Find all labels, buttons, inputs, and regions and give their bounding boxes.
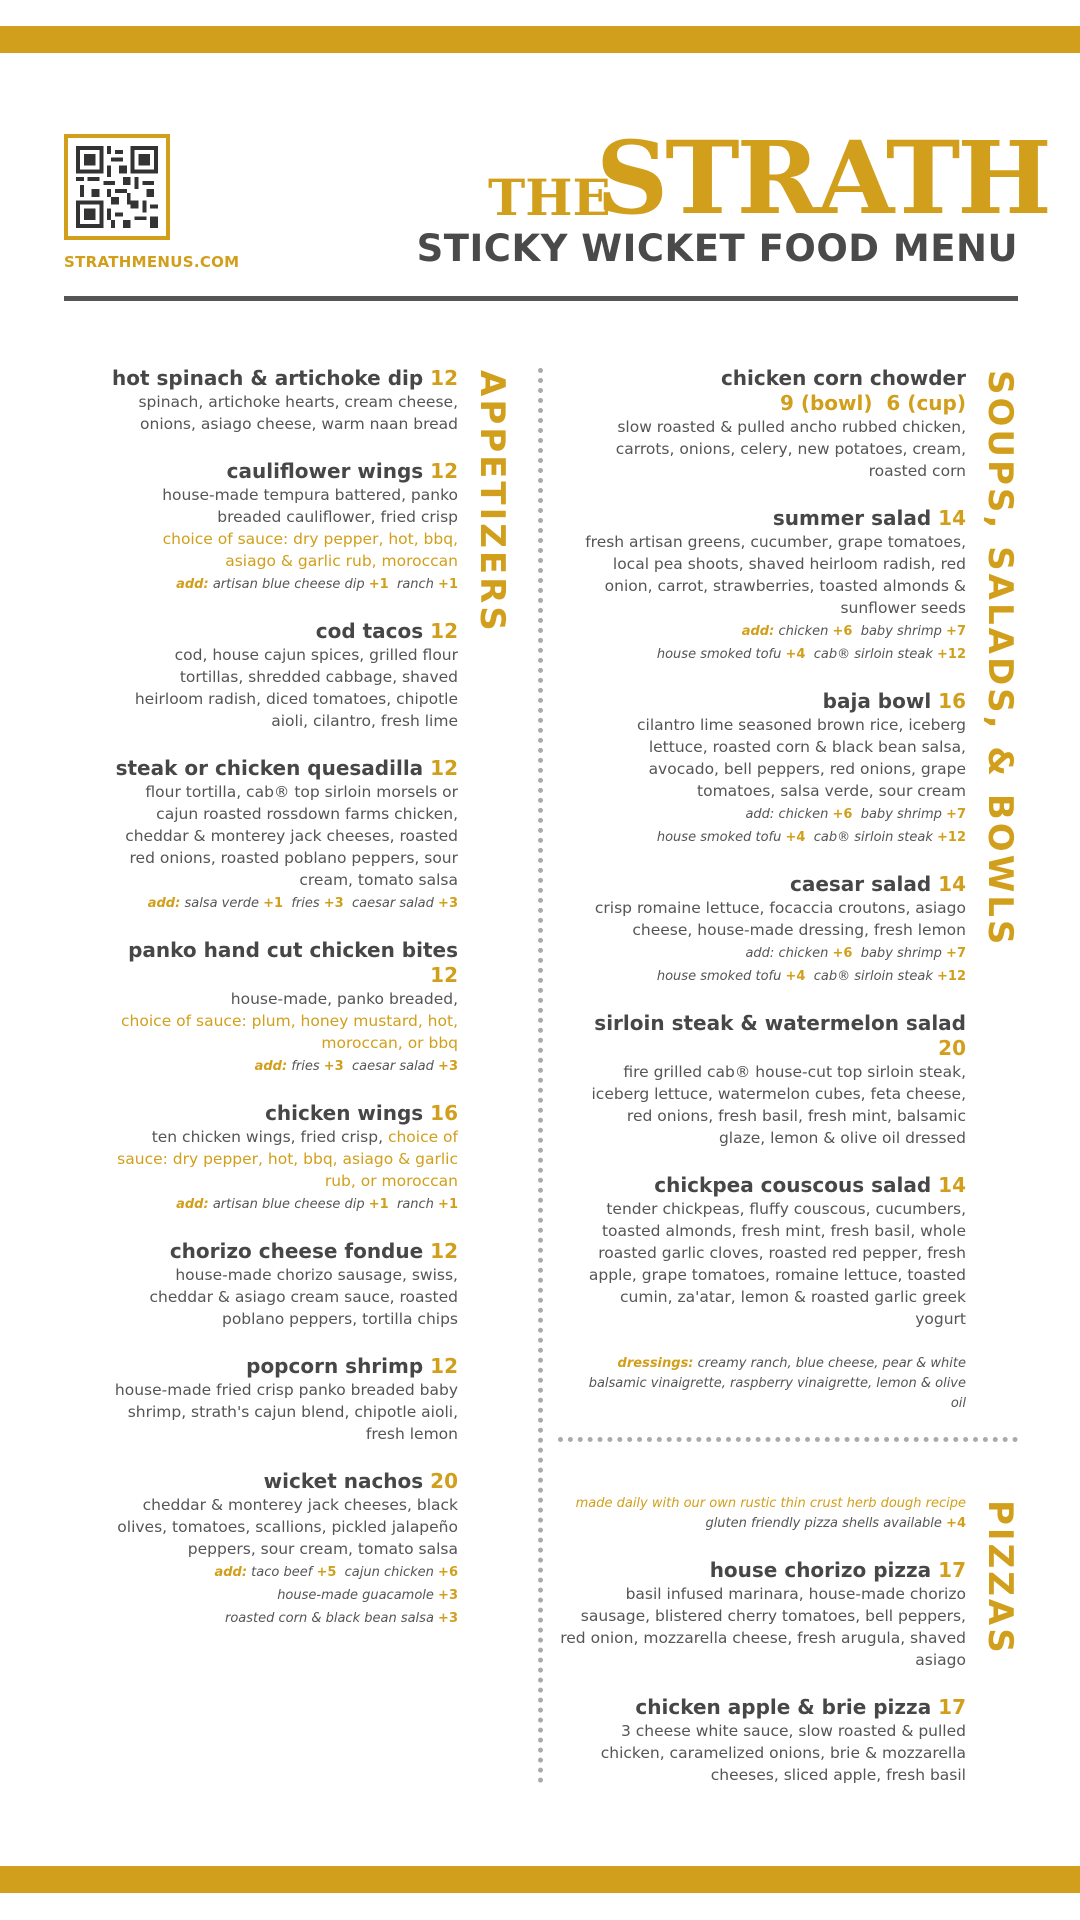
item-description: house-made chorizo sausage, swiss, cheddar & asiago cream sauce, roasted poblano peppers, tortilla chips — [149, 1266, 458, 1328]
add-option: chicken — [778, 624, 829, 639]
section-title-soups: SOUPS, SALADS, & BOWLS — [980, 370, 1020, 948]
menu-item — [560, 1558, 966, 1671]
item-price: 14 — [938, 1173, 966, 1197]
add-option: caesar salad — [352, 1059, 434, 1074]
menu-item — [110, 1239, 458, 1330]
item-description: cheddar & monterey jack cheeses, black olives, tomatoes, scallions, pickled jalapeño peppers, sour cream, tomato salsa — [117, 1496, 458, 1558]
section-title-pizzas: PIZZAS — [980, 1500, 1020, 1656]
logo-the: THE — [488, 168, 611, 227]
item-description: crisp romaine lettuce, focaccia croutons, asiago cheese, house-made dressing, fresh lemon — [594, 899, 966, 939]
add-ons — [110, 1563, 458, 1583]
add-ons — [578, 944, 966, 964]
item-description: cod, house cajun spices, grilled flour tortillas, shredded cabbage, shaved heirloom radish, diced tomatoes, chipotle aioli, cilantro, fresh lime — [134, 646, 458, 730]
item-price: 9 (bowl) 6 (cup) — [779, 391, 966, 415]
sauce-options: choice of sauce: dry pepper, hot, bbq, asiago & garlic rub, moroccan — [162, 530, 458, 570]
item-name: sirloin steak & watermelon salad — [594, 1011, 966, 1035]
menu-item — [110, 756, 458, 914]
add-label: add: — [147, 896, 181, 911]
menu-item — [578, 366, 966, 482]
item-name: summer salad — [772, 506, 932, 530]
item-description: fresh artisan greens, cucumber, grape tomatoes, local pea shoots, shaved heirloom radish, red onion, carrot, strawberries, toasted almonds & sunflower seeds — [585, 533, 966, 617]
item-name: popcorn shrimp — [246, 1354, 424, 1378]
sauce-options: choice of sauce: plum, honey mustard, hot, moroccan, or bbq — [121, 1012, 458, 1052]
item-description: slow roasted & pulled ancho rubbed chicken, carrots, onions, celery, new potatoes, cream, roasted corn — [615, 418, 966, 480]
item-description: 3 cheese white sauce, slow roasted & pulled chicken, caramelized onions, brie & mozzarella cheeses, sliced apple, fresh basil — [600, 1722, 966, 1784]
logo-strath: STRATH — [596, 119, 1049, 237]
add-ons — [578, 805, 966, 825]
add-option: cab® sirloin steak — [813, 969, 933, 984]
add-option: house smoked tofu — [656, 969, 782, 984]
add-price: +1 — [438, 1197, 458, 1212]
menu-item — [110, 1469, 458, 1629]
menu-title: STICKY WICKET FOOD MENU — [416, 227, 1018, 270]
dressings-list: creamy ranch, blue cheese, pear & white balsamic vinaigrette, raspberry vinaigrette, lemon & olive oil — [588, 1356, 966, 1411]
add-option: house smoked tofu — [656, 830, 782, 845]
bottom-accent-band — [0, 1866, 1080, 1893]
add-option: chicken — [778, 946, 829, 961]
dressings-note — [578, 1354, 966, 1414]
add-price: +1 — [368, 577, 389, 592]
item-description: house-made, panko breaded, — [230, 990, 458, 1008]
item-name: cauliflower wings — [226, 459, 424, 483]
menu-item — [110, 1101, 458, 1215]
section-title-appetizers: APPETIZERS — [472, 370, 512, 634]
add-price: +5 — [316, 1565, 337, 1580]
add-label: add: — [214, 1565, 248, 1580]
add-price: +4 — [785, 647, 806, 662]
add-option: house-made guacamole — [277, 1588, 434, 1603]
add-option: artisan blue cheese dip — [212, 577, 365, 592]
item-description: tender chickpeas, fluffy couscous, cucumbers, toasted almonds, fresh mint, fresh basil, whole roasted garlic cloves, roasted red pepper, fresh apple, grape tomatoes, romaine lettuce, toasted cumin, za'atar, lemon & roasted garlic greek yogurt — [588, 1200, 966, 1328]
add-price: +3 — [323, 1059, 344, 1074]
menu-item — [110, 1354, 458, 1445]
add-price: +12 — [937, 969, 966, 984]
pizzas-list — [560, 1494, 966, 1810]
menu-item — [110, 366, 458, 435]
section-divider — [558, 1437, 1018, 1442]
item-price: 17 — [938, 1558, 966, 1582]
item-price: 12 — [430, 963, 458, 987]
pizza-dough-note: made daily with our own rustic thin crust herb dough recipe — [575, 1496, 966, 1511]
qr-code-icon[interactable] — [64, 134, 170, 240]
top-accent-band — [0, 26, 1080, 53]
sauce-options: choice of sauce: dry pepper, hot, bbq, asiago & garlic rub, or moroccan — [117, 1128, 458, 1190]
column-divider — [538, 368, 543, 1784]
item-description: house-made tempura battered, panko breaded cauliflower, fried crisp — [162, 486, 458, 526]
add-price: +6 — [832, 946, 853, 961]
item-description: fire grilled cab® house-cut top sirloin steak, iceberg lettuce, watermelon cubes, feta cheese, red onions, fresh basil, fresh mint, balsamic glaze, lemon & olive oil dressed — [591, 1063, 966, 1147]
add-ons — [578, 967, 966, 987]
add-option: cab® sirloin steak — [813, 647, 933, 662]
item-price: 12 — [430, 1354, 458, 1378]
add-price: +1 — [368, 1197, 389, 1212]
item-name: panko hand cut chicken bites — [128, 938, 458, 962]
add-price: +1 — [263, 896, 284, 911]
item-price: 17 — [938, 1695, 966, 1719]
item-price: 16 — [430, 1101, 458, 1125]
add-price: +1 — [438, 577, 458, 592]
item-name: chicken apple & brie pizza — [635, 1695, 932, 1719]
add-price: +6 — [832, 807, 853, 822]
item-name: chorizo cheese fondue — [169, 1239, 424, 1263]
add-option: chicken — [778, 807, 829, 822]
item-price: 16 — [938, 689, 966, 713]
menu-item — [578, 689, 966, 848]
item-name: steak or chicken quesadilla — [115, 756, 424, 780]
add-price: +6 — [832, 624, 853, 639]
gluten-free-note — [560, 1514, 966, 1534]
item-price: 12 — [430, 619, 458, 643]
add-option: taco beef — [251, 1565, 313, 1580]
add-price: +3 — [438, 1611, 458, 1626]
add-option: baby shrimp — [860, 946, 942, 961]
gluten-free-price: +4 — [946, 1516, 966, 1531]
add-label: add: — [741, 624, 775, 639]
add-price: +12 — [937, 647, 966, 662]
add-option: caesar salad — [352, 896, 434, 911]
add-ons — [578, 645, 966, 665]
menu-item — [578, 1173, 966, 1330]
item-price: 12 — [430, 756, 458, 780]
item-price: 20 — [938, 1036, 966, 1060]
add-ons — [110, 894, 458, 914]
dressings-label: dressings: — [617, 1356, 694, 1371]
add-label: add: — [745, 946, 775, 961]
add-option: roasted corn & black bean salsa — [224, 1611, 434, 1626]
item-price: 12 — [430, 1239, 458, 1263]
add-price: +3 — [438, 1588, 458, 1603]
add-price: +7 — [946, 624, 966, 639]
add-price: +4 — [785, 969, 806, 984]
item-price: 14 — [938, 872, 966, 896]
item-name: cod tacos — [315, 619, 424, 643]
add-ons — [110, 1057, 458, 1077]
add-option: artisan blue cheese dip — [212, 1197, 365, 1212]
add-option: baby shrimp — [860, 807, 942, 822]
add-ons — [578, 828, 966, 848]
header-divider — [64, 296, 1018, 301]
menu-item — [110, 459, 458, 595]
item-description: cilantro lime seasoned brown rice, iceberg lettuce, roasted corn & black bean salsa, avocado, bell peppers, red onions, grape tomatoes, salsa verde, sour cream — [637, 716, 966, 800]
menu-item — [578, 506, 966, 665]
item-name: chickpea couscous salad — [654, 1173, 932, 1197]
item-description-text: ten chicken wings, fried crisp, — [151, 1128, 383, 1146]
item-price: 14 — [938, 506, 966, 530]
add-price: +7 — [946, 807, 966, 822]
menu-item — [578, 872, 966, 987]
menu-item — [560, 1695, 966, 1786]
add-ons — [110, 1609, 458, 1629]
gluten-free-text: gluten friendly pizza shells available — [705, 1516, 942, 1531]
item-price: 12 — [430, 459, 458, 483]
item-price: 12 — [430, 366, 458, 390]
item-description: spinach, artichoke hearts, cream cheese, onions, asiago cheese, warm naan bread — [138, 393, 458, 433]
add-price: +12 — [937, 830, 966, 845]
add-price: +4 — [785, 830, 806, 845]
add-option: fries — [291, 1059, 320, 1074]
item-price: 20 — [430, 1469, 458, 1493]
add-option: cab® sirloin steak — [813, 830, 933, 845]
add-price: +3 — [438, 1059, 458, 1074]
add-option: ranch — [396, 1197, 434, 1212]
add-price: +3 — [438, 896, 458, 911]
add-ons — [578, 622, 966, 642]
add-option: ranch — [396, 577, 434, 592]
website-link[interactable]: STRATHMENUS.COM — [64, 253, 240, 271]
add-option: salsa verde — [184, 896, 259, 911]
add-label: add: — [176, 1197, 209, 1212]
appetizers-list — [110, 366, 458, 1653]
item-description — [110, 1126, 458, 1192]
add-ons — [110, 575, 458, 595]
add-option: baby shrimp — [860, 624, 942, 639]
item-name: hot spinach & artichoke dip — [112, 366, 424, 390]
add-option: house smoked tofu — [656, 647, 782, 662]
soups-salads-bowls-list — [578, 366, 966, 1414]
item-name: wicket nachos — [263, 1469, 424, 1493]
add-price: +7 — [946, 946, 966, 961]
add-label: add: — [254, 1059, 288, 1074]
add-ons — [110, 1586, 458, 1606]
add-option: fries — [291, 896, 320, 911]
menu-item — [578, 1011, 966, 1149]
menu-item — [110, 619, 458, 732]
item-description: basil infused marinara, house-made chorizo sausage, blistered cherry tomatoes, bell peppers, red onion, mozzarella cheese, fresh arugula, shaved asiago — [560, 1585, 966, 1669]
add-price: +6 — [438, 1565, 458, 1580]
add-label: add: — [176, 577, 209, 592]
menu-item — [110, 938, 458, 1077]
item-name: chicken corn chowder — [720, 366, 966, 390]
add-ons — [110, 1195, 458, 1215]
item-name: house chorizo pizza — [709, 1558, 932, 1582]
add-label: add: — [745, 807, 775, 822]
item-description: house-made fried crisp panko breaded baby shrimp, strath's cajun blend, chipotle aioli, fresh lemon — [114, 1381, 458, 1443]
item-name: caesar salad — [789, 872, 932, 896]
item-name: baja bowl — [822, 689, 932, 713]
item-description: flour tortilla, cab® top sirloin morsels or cajun roasted rossdown farms chicken, cheddar & monterey jack cheeses, roasted red onions, roasted poblano peppers, sour cream, tomato salsa — [125, 783, 458, 889]
add-option: cajun chicken — [344, 1565, 434, 1580]
add-price: +3 — [323, 896, 344, 911]
item-name: chicken wings — [265, 1101, 424, 1125]
